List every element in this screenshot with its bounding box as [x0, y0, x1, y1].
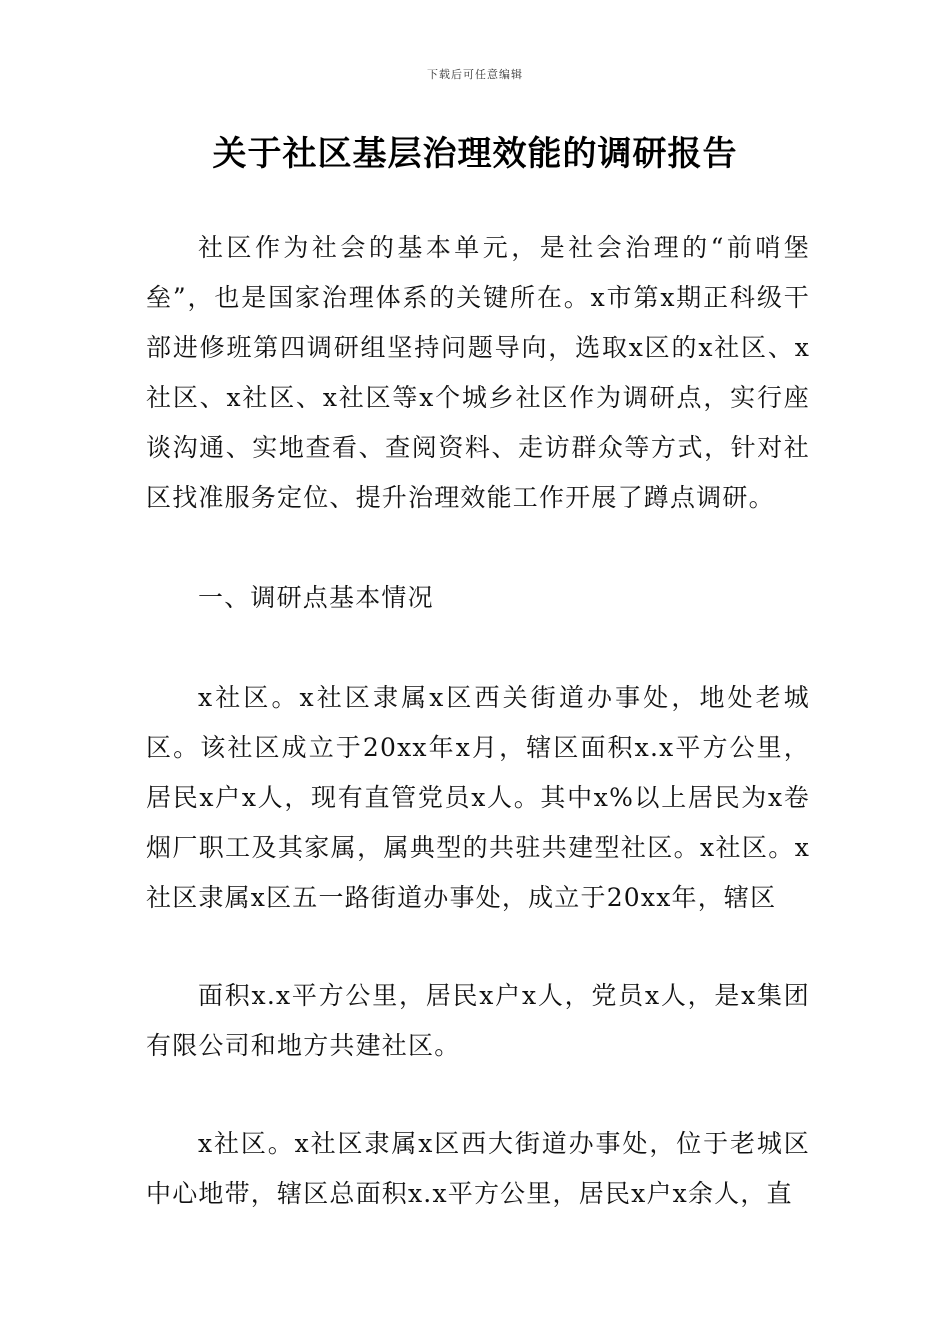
- intro-paragraph: 社区作为社会的基本单元，是社会治理的“前哨堡垒”，也是国家治理体系的关键所在。x市第x期正科级干部进修班第四调研组坚持问题导向，选取x区的x社区、x社区、x社区、x社区等x个城乡社区作为调研点，实行座谈沟通、实地查看、查阅资料、走访群众等方式，针对社区找准服务定位、提升治理效能工作开展了蹲点调研。: [146, 233, 810, 512]
- section-heading-1: 一、调研点基本情况: [198, 583, 434, 612]
- document-title: 关于社区基层治理效能的调研报告: [212, 134, 738, 174]
- community-paragraph-1: x社区。x社区隶属x区西关街道办事处，地处老城区。该社区成立于20xx年x月，辖区面积x.x平方公里，居民x户x人，现有直管党员x人。其中x%以上居民为x卷烟厂职工及其家属，属典型的共驻共建型社区。x社区。x社区隶属x区五一路街道办事处，成立于20xx年，辖区: [146, 683, 810, 912]
- community-paragraph-3: x社区。x社区隶属x区西大街道办事处，位于老城区中心地带，辖区总面积x.x平方公里，居民x户x余人，直: [146, 1129, 810, 1208]
- community-paragraph-2: 面积x.x平方公里，居民x户x人，党员x人，是x集团有限公司和地方共建社区。: [146, 981, 810, 1060]
- download-note: 下载后可任意编辑: [427, 68, 523, 81]
